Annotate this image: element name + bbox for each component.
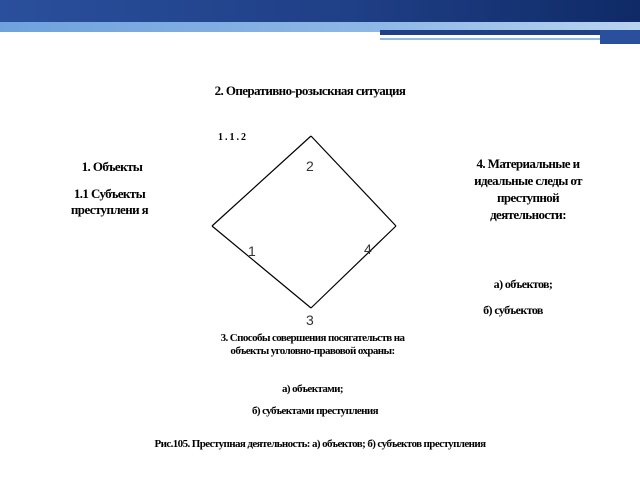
edge-left-bottom (212, 226, 311, 308)
subjects-label: 1.1 Субъекты преступлени я (70, 186, 149, 217)
vertex-label-left: 1 (248, 243, 256, 259)
methods-label: 3. Способы совершения посягательств на объекты уголовно-правовой охраны: (220, 332, 405, 357)
traces-subjects-item: б) субъектов (483, 303, 543, 317)
partial-label-dots: 1.1.2 (218, 132, 248, 143)
edge-top-left (212, 136, 311, 226)
figure-caption: Рис.105. Преступная деятельность: а) объектов; б) субъектов преступления (154, 438, 486, 450)
vertex-label-bottom: 3 (306, 312, 314, 328)
methods-subjects-item: б) субъектами преступления (251, 405, 378, 417)
edge-right-bottom (311, 226, 396, 308)
traces-objects-item: а) объектов; (493, 277, 553, 291)
edge-top-right (311, 136, 396, 226)
operative-situation-title: 2. Оперативно-розыскная ситуация (214, 83, 406, 98)
objects-label: 1. Объекты (81, 159, 143, 174)
vertex-label-right: 4 (364, 241, 372, 257)
traces-label: 4. Материальные и идеальные следы от преступной деятельности: (474, 156, 582, 222)
methods-objects-item: а) объектами; (281, 383, 343, 395)
vertex-label-top: 2 (306, 158, 314, 174)
